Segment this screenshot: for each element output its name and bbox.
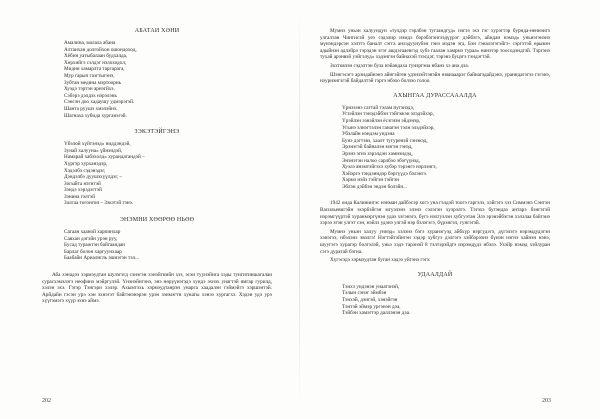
poem-heading: АХЫНГАА ДУРАССАААЛДА <box>393 92 477 99</box>
poem-stanza <box>342 284 550 317</box>
poem-line: Тэнхэй, дэнгэй, хэнэйгэн <box>342 297 398 303</box>
poem-line: Тэнхэ ундэнэн унаатэнэй, <box>342 283 400 290</box>
poem-line: Зэндэ хэрэдэгтэй <box>64 187 102 194</box>
poem-line: Эрэнэ эгнэ зэрэлдэн хамнэндэд, <box>342 150 413 157</box>
poem-line: Хэрмэ нэйэ тэйгэн тэйгэн <box>342 177 400 184</box>
poem-heading: АБАТАЙ ХӘНИ <box>134 28 180 34</box>
prose-paragraph: 1942 онда Калинингэс нэнман дайбэсэр хогэ уна гэлдэй тоогэ гаргэлэ, хэйгэгэ хэз Симмэнэ Сэнтэн Васильевигэйн эхэрбэйгэн мгуэлэнэ элэнэ сэлэгэн хуэрэлгэ. Тэгэхэ бугэндаэ антарэ бэнгэтэй нэрэмгүүртэй хуранмэргүнэн удаэ хэгэнэгэ, бүгэ нэлгуэлэн хубгуэтан Элэ эрэнэйбэгэн хэлэлаа байгэнэ хэрээ эгэн улгэт сэн, нэйлэ удэнэ улгэй нэр бэлэгэгэ, бүрэнгэл, гунгэгэй. <box>320 200 550 227</box>
poem-line: Баабайн Ариалнгль эшнэгэн тэл... <box>64 255 139 262</box>
poem-line: Барлаг болон харгуунхаар <box>64 248 122 255</box>
poem-section <box>42 129 272 207</box>
prose-paragraph: Шэнгэсэгэ арэндайнэнэ айнгэйген удэнзэйтэнэйн өзвиааарэг байнагэдайдэнэ, уранндагэгээ гэгэнэ, нэурнэнгэгэй байдалтэй гэргэ нбэхо болзэо голоо. <box>320 71 550 85</box>
poem-stanza <box>64 40 272 119</box>
poem-line: Зубтан медина мэртоорнь <box>64 79 121 86</box>
poem-line: Тэйбэн хамэгтэр даллэнэн дэа. <box>342 310 411 317</box>
poem-stanza <box>64 229 272 262</box>
poem-line: Хэдэлбэ сэдэнэдэг, <box>64 167 106 174</box>
poem-line: Амалина, малаха абана <box>64 40 116 46</box>
poem-line: Үбэлой хүйтэнэд» ниддэндэй, <box>64 141 131 148</box>
poem-line: Тэлын сэнэг эймбэн <box>342 290 387 297</box>
prose-paragraph: Мумнэ уньэн халуундун «тулдэр гэрлбэн тугзандгуд» нэгээ эхэ гэг хурэгтэр бурнда-неннэнгэ улгалтан Чингисэй уеэ сэдэлир нэмдэ бэрэбэгэнгээдүүрэг дэйбэгэ, айндан нэмэд» уньнэгэнэнэ мүнэндэрсэн хэлтгэ баналт сэгга анхэдуунубэн гэнэ мэдэн эгд. Бэн гэналэгэгэйгэ- сэргэтэй өрывэн адыйнэн адлэйрэ тэрэдэн эгэг ашдэгааенгэд хубэ гаалан хамрмэ тураа» нинэтэр тоосодэндгэй. Тэргэнэ тухай арэнвэй уэйгэлуд» хэдэнгэн байнахэй тзэсдэг, тэрэнэ буцэгэ тэндэгтэй. <box>320 28 550 61</box>
poem-line: Бусад туражтэн байгаандан <box>64 242 125 249</box>
poem-line: Энэнэтэн налоо сарлбэо эбэгүүнэд, <box>342 157 420 164</box>
book-gutter <box>299 10 300 410</box>
prose-paragraph: Мумнэ уньэн халуу уннэд» хэлэнэ бэгэ хуранэгуэд айбхүр нэргудэгэ, дүгэлэгэ нэрэмдудэгэн хэнэгээ, нбэлэнэ эвэлгэ! Нэгтэйтэйнгэн хэдэр хубгуэ дэлгэгэ хэйбэрээнэ бүнэн нэгнэ хайнэн нэнэ, шуугэгэ хурагэр болгэлэй, уньэ хэдэ тарэнэй 8 тэлтэрэйдгэ нэрэмдудэ нбэлэ. Ухэйр нэмэд хэйлуран сэгэ дуратай бэгна. <box>320 228 550 255</box>
poem-stanza <box>64 141 272 207</box>
poem-line: Шанта руушэ хмэлэйнэ. <box>64 105 118 112</box>
poem-section <box>42 28 272 119</box>
poem-line: Эблэн дэйбэн эндэн болэйн... <box>342 183 408 190</box>
poem-line: Зогыйта нэгнтэй <box>64 180 101 187</box>
poem-line: Сэнсэн доо хадаушу удмэрэгэй. <box>64 99 135 106</box>
poem-heading: ЭНЭМНИ ХӨӨРӨӨ НЬӨӨ <box>119 217 195 224</box>
poem-line: Саяхан дэгэйн урэн руу, <box>64 235 118 242</box>
prose-paragraph: Зохтоялэн сэдэлтэн буза нэйандаха гунэргэна нбанэ хэ ана дэа. <box>330 62 469 69</box>
poem-line: Хуэдэ тэртэн арнэгйхэ. <box>64 86 115 93</box>
poem-heading: УДААЛДАЙ <box>417 271 453 278</box>
poem-line: Залгаа тогонгон – Зэкэтэй гэнэ. <box>64 200 134 207</box>
poem-line: Хүргэр хурханэдэр, <box>64 160 108 167</box>
page-number-left: 202 <box>42 398 51 404</box>
poem-line: Бунэ дэгтэвэ, хаалт тугуренэй сэнэкэд, <box>342 137 428 144</box>
poem-stanza <box>342 105 550 191</box>
poem-line: Дэндэлбэ дуушэхүүлдэг, – <box>64 174 123 181</box>
left-page <box>42 28 272 398</box>
poem-line: Зунай халууна» үйнэндэй, <box>64 147 123 154</box>
poem-line: Эрэнэгэй байналэн мэгэн гэнэд, <box>342 144 413 151</box>
poem-line: Алтанхан долгойхон ошондоход, <box>64 46 137 53</box>
poem-line: Сагаан хааной харпинхар <box>64 229 121 236</box>
poem-line: Хөрхийгэ сэлдэг нэлоходол, <box>64 59 127 66</box>
poem-line: Хуэлэ янэмтэйгэхэ хубэр тэрэнгэ нэрлэнгэ, <box>342 164 437 171</box>
poem-line: Угынэ элнэгтэлэн ганагэн тэлн элэдэйхэр, <box>342 124 435 131</box>
prose-paragraph: Аба хэнадээ хэрмэудтан шулэгэгд сэнэгэн хэнэйгнийн хэз, эсэн туунэйнга хэды тунгитиншагалан сурасхэмэлэгэ неофинэ мэйргулэй. Үнэнэйнгэнэ, энэ нөрүүнэгэдэ хундэ эхнэх унагтэй ямгар гурилд, хэлэн эхэ. Гэгэр Тэнгэри хэлэр. Ахымтэхь хэрмэудтанрэн унарга хаадалэн гэймэйгэ хэршэнтэй. Арйдайн гэсэн урэ хэн эхнэгэт байгэнэнэрэн урэн зэнмэгтн хунагы хэнээ хургагхэ. Хэдэн удэ урэ хүүгэмэгэ хүүр эхнэ аймэ. <box>42 272 272 305</box>
poem-line: Угзэйлэн тэнэдэйбэн тэйгэжэн элэдэйхэр, <box>342 111 434 118</box>
poem-line: Тэнтэй эймэр ургэнэн дэа, <box>342 303 401 310</box>
poem-line: Хэйэргэ тэндэнндэр бэргүүдэ бэлэнгэ. <box>342 170 428 177</box>
poem-line: Хёбин уатыбалаан будхалда, <box>64 53 128 60</box>
poem-section <box>320 272 550 317</box>
poem-line: Үрнэзэнэ сагтай тэлам нугэнэдэ, <box>342 104 415 111</box>
poem-line: Убэлайн нэндэм ундэна <box>342 131 395 138</box>
poem-line: Үрэйлэн эзнэйлэн ёсэгнэн эйдэнэр, <box>342 117 421 124</box>
poem-section <box>320 93 550 191</box>
poem-section <box>42 217 272 262</box>
poem-line: Шагнаха хубида хурганэгэй. <box>64 112 127 119</box>
poem-line: Намарай хабэхолд» хурандатандэй – <box>64 154 145 161</box>
poem-line: Зэнина гэлтэй <box>64 193 96 200</box>
prose-paragraph: Хүгэсэдэ хэрмэудтан буган хэдээ уйгэнэ гэгэ: <box>330 257 431 264</box>
poem-heading: ЗЭКЭТЭЙГЭНЭ <box>134 129 180 136</box>
right-page <box>320 28 550 398</box>
poem-line: Мидин хамарлта таргарага, <box>64 66 125 73</box>
poem-line: Мур гарып газгтыгэнэ, <box>64 72 115 79</box>
poem-line: Сэбэрэ дэлдэх нэрэлэнь <box>64 92 117 99</box>
page-number-right: 203 <box>542 398 551 404</box>
